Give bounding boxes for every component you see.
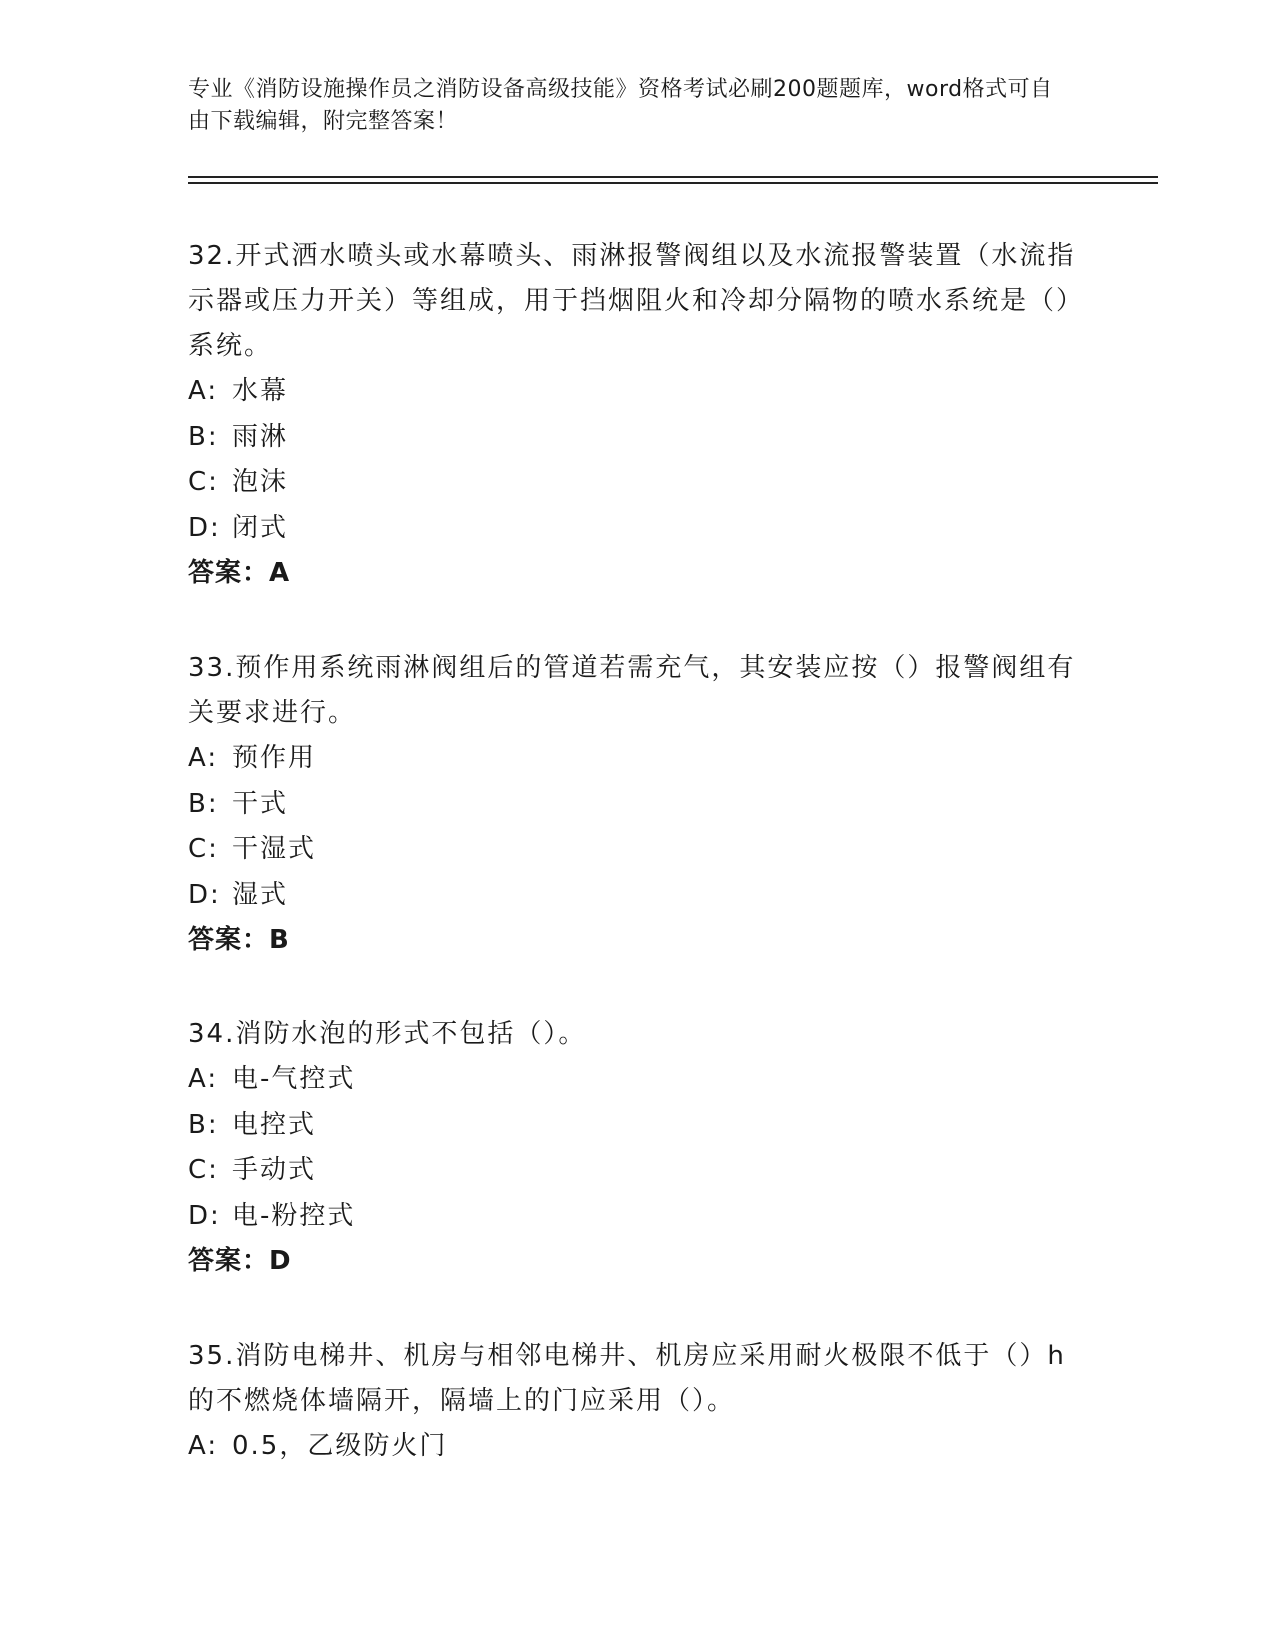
option-text: 干湿式 — [232, 834, 317, 864]
option-text: 雨淋 — [232, 421, 289, 452]
option-c — [188, 460, 1088, 506]
option-text: 预作用 — [232, 743, 317, 773]
answer-line: 答案：B — [188, 925, 290, 955]
option-a — [188, 736, 1088, 782]
document-intro: 专业《消防设施操作员之消防设备高级技能》资格考试必刷200题题库，word格式可自由下载编辑，附完整答案！ — [188, 77, 1053, 134]
header-divider-bottom — [188, 182, 1158, 184]
option-a — [188, 1057, 1088, 1103]
option-d — [188, 1194, 1088, 1240]
option-text: 电-气控式 — [232, 1064, 356, 1094]
option-letter: A: — [188, 1064, 219, 1094]
answer-line: 答案：D — [188, 1246, 292, 1276]
option-text: 水幕 — [232, 376, 289, 406]
option-c — [188, 1148, 1088, 1194]
option-text: 电控式 — [232, 1109, 317, 1140]
option-letter: A: — [188, 743, 219, 773]
option-text: 闭式 — [232, 512, 289, 543]
option-d — [188, 506, 1088, 552]
option-letter: C: — [188, 1155, 219, 1185]
question-text: 32.开式洒水喷头或水幕喷头、雨淋报警阀组以及水流报警装置（水流指示器或压力开关）等组成，用于挡烟阻火和冷却分隔物的喷水系统是（）系统。 — [188, 241, 1085, 361]
answer-line: 答案：A — [188, 558, 291, 588]
option-letter: D: — [188, 1200, 221, 1231]
question-34 — [188, 1012, 1088, 1284]
option-letter: B: — [188, 1109, 219, 1140]
option-letter: B: — [188, 421, 219, 452]
option-a — [188, 369, 1088, 415]
question-32 — [188, 234, 1088, 596]
option-a — [188, 1424, 1088, 1470]
question-text: 33.预作用系统雨淋阀组后的管道若需充气，其安装应按（）报警阀组有关要求进行。 — [188, 653, 1076, 728]
option-letter: D: — [188, 512, 221, 543]
option-letter: C: — [188, 467, 219, 497]
option-text: 手动式 — [232, 1155, 317, 1185]
question-text: 35.消防电梯井、机房与相邻电梯井、机房应采用耐火极限不低于（）h的不燃烧体墙隔开，隔墙上的门应采用（）。 — [188, 1341, 1066, 1416]
option-c — [188, 827, 1088, 873]
option-letter: A: — [188, 376, 219, 406]
question-text: 34.消防水泡的形式不包括（）。 — [188, 1019, 587, 1049]
option-b — [188, 1103, 1088, 1149]
option-text: 干式 — [232, 788, 289, 819]
option-b — [188, 782, 1088, 828]
question-33 — [188, 646, 1088, 963]
option-b — [188, 415, 1088, 461]
option-d — [188, 873, 1088, 919]
question-35 — [188, 1334, 1088, 1470]
option-letter: C: — [188, 834, 219, 864]
option-text: 0.5，乙级防火门 — [232, 1431, 448, 1461]
option-text: 泡沫 — [232, 467, 289, 497]
option-text: 电-粉控式 — [232, 1200, 356, 1231]
option-letter: A: — [188, 1431, 219, 1461]
option-letter: D: — [188, 879, 221, 910]
option-text: 湿式 — [232, 879, 289, 910]
option-letter: B: — [188, 788, 219, 819]
header-divider-top — [188, 176, 1158, 178]
